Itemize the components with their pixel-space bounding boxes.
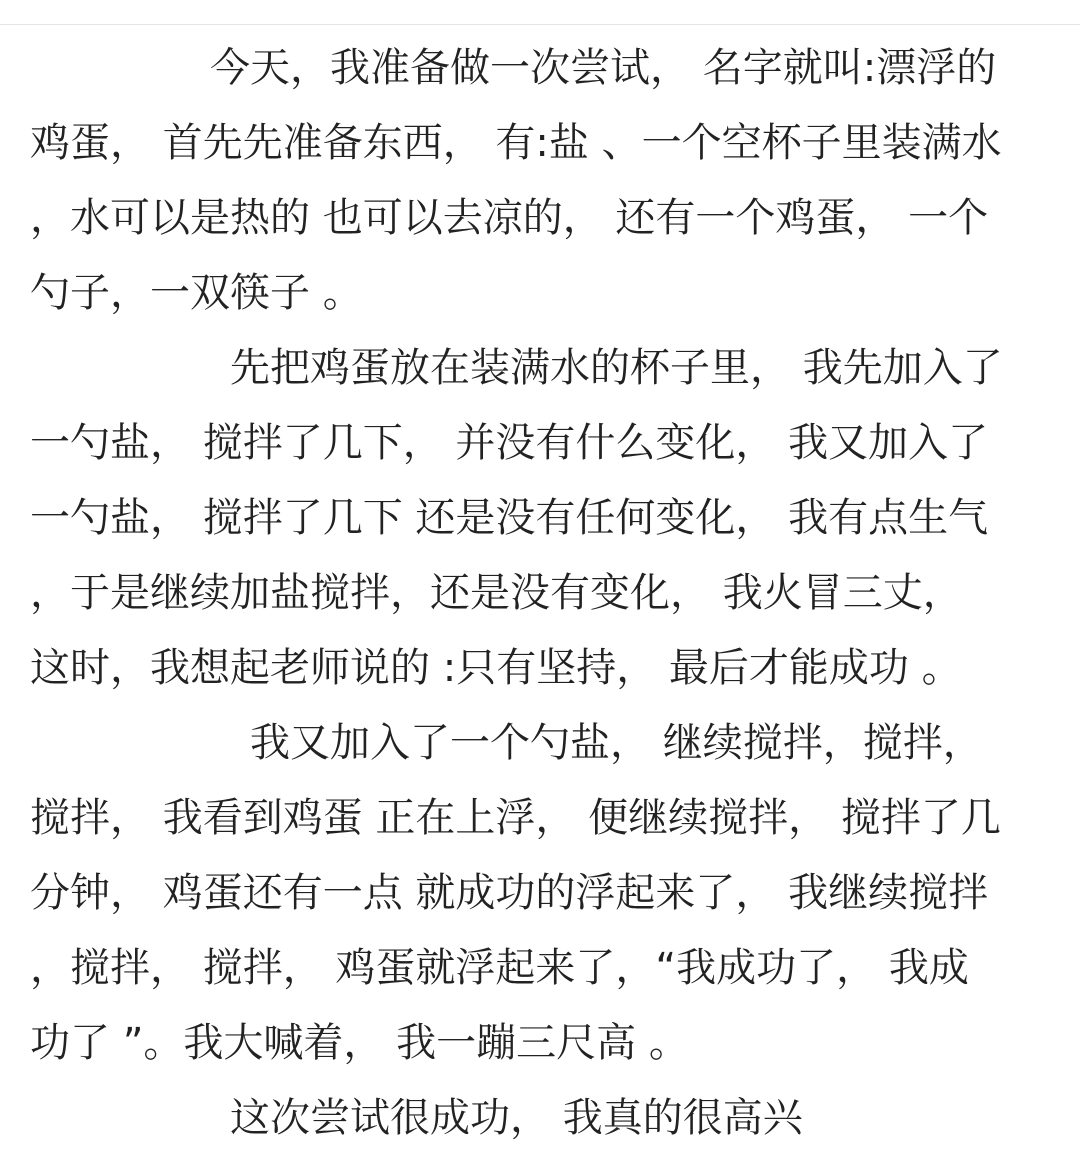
text-line-9: 这时，我想起老师说的 :只有坚持， 最后才能成功 。 [30,645,962,691]
text-line-8: ，于是继续加盐搅拌，还是没有变化， 我火冒三丈， [30,570,963,616]
text-line-6: 一勺盐， 搅拌了几下， 并没有什么变化， 我又加入了 [30,420,989,466]
text-line-15: 这次尝试很成功， 我真的很高兴 [230,1095,803,1141]
text-line-5: 先把鸡蛋放在装满水的杯子里， 我先加入了 [230,345,1003,391]
text-line-10: 我又加入了一个勺盐， 继续搅拌，搅拌， [250,720,983,766]
text-line-12: 分钟， 鸡蛋还有一点 就成功的浮起来了， 我继续搅拌 [30,870,989,916]
text-line-7: 一勺盐， 搅拌了几下 还是没有任何变化， 我有点生气 [30,495,989,541]
text-line-4: 勺子，一双筷子 。 [30,270,363,316]
text-line-14: 功了 ”。我大喊着， 我一蹦三尺高 。 [30,1020,689,1066]
text-line-2: 鸡蛋， 首先先准备东西， 有:盐 、一个空杯子里装满水 [30,120,1002,166]
text-line-11: 搅拌， 我看到鸡蛋 正在上浮， 便继续搅拌， 搅拌了几 [30,795,1001,841]
text-line-1: 今天，我准备做一次尝试， 名字就叫:漂浮的 [210,45,997,91]
text-line-13: ，搅拌， 搅拌， 鸡蛋就浮起来了，“我成功了， 我成 [30,945,969,991]
text-line-3: ，水可以是热的 也可以去凉的， 还有一个鸡蛋， 一个 [30,195,989,241]
essay-text [30,40,1048,1150]
top-divider [0,0,1080,25]
